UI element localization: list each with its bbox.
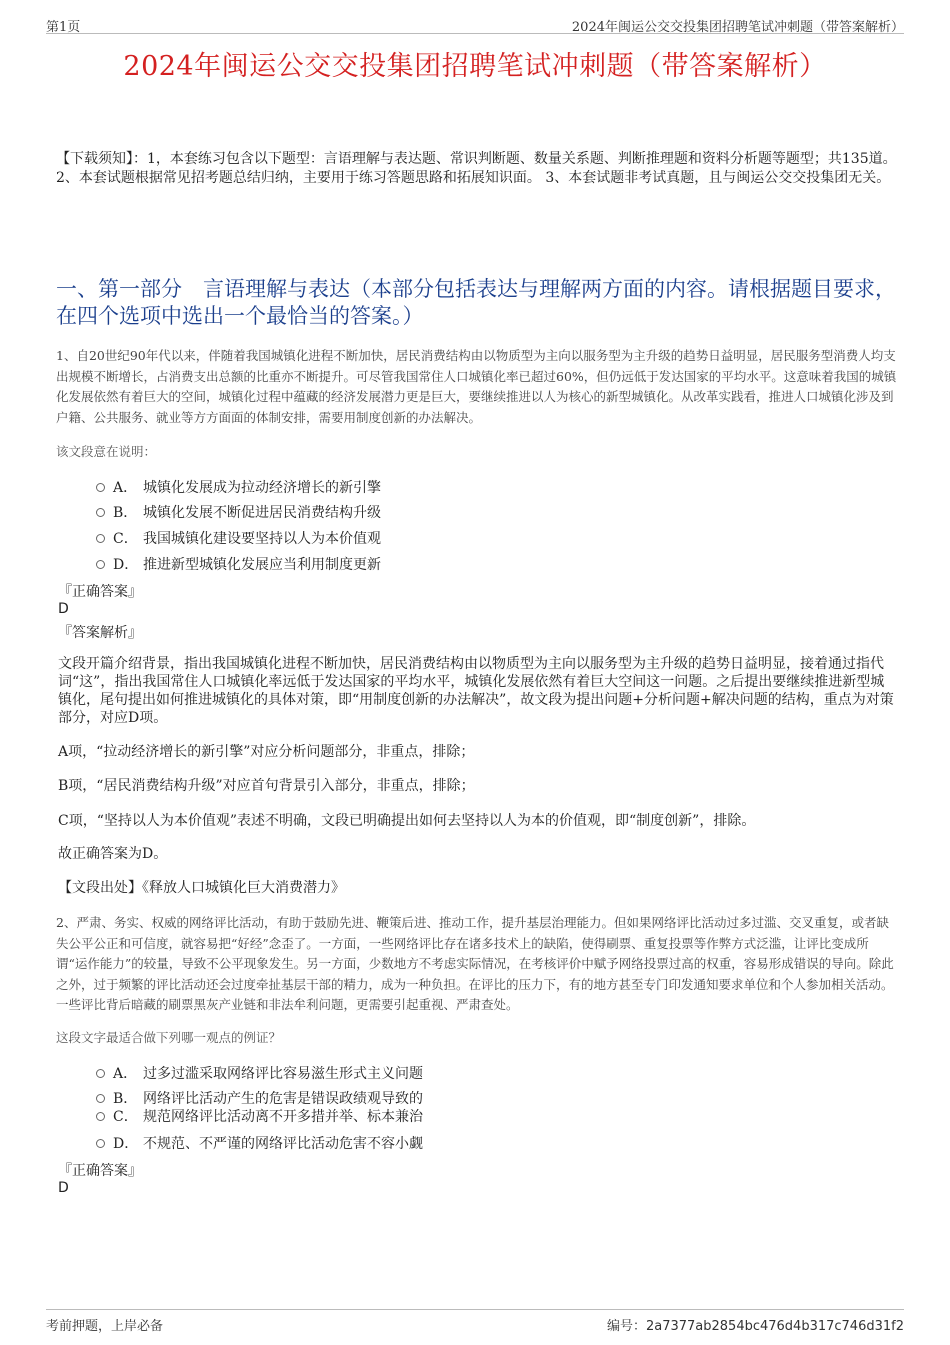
header-doc-title: 2024年闽运公交交投集团招聘笔试冲刺题（带答案解析） — [571, 20, 904, 35]
page-header — [46, 14, 904, 34]
radio-icon[interactable] — [96, 483, 105, 492]
question-2-option-b[interactable]: B． 网络评比活动产生的危害是错误政绩观导致的 — [96, 1088, 423, 1108]
question-1-option-c[interactable]: C． 我国城镇化建设要坚持以人为本价值观 — [96, 528, 381, 548]
question-1-analysis-c: C项，“坚持以人为本价值观”表述不明确，文段已明确提出如何去坚持以人为本的价值观，即“制度创新”，排除。 — [58, 813, 756, 829]
radio-icon[interactable] — [96, 1139, 105, 1148]
question-1-analysis-a: A项，“拉动经济增长的新引擎”对应分析问题部分，非重点，排除； — [58, 744, 475, 760]
question-2-answer-label: 『正确答案』 — [58, 1163, 142, 1179]
question-1-option-d[interactable]: D． 推进新型城镇化发展应当利用制度更新 — [96, 554, 381, 574]
question-2-option-a[interactable]: A． 过多过滥采取网络评比容易滋生形式主义问题 — [96, 1063, 423, 1083]
question-1-text: 1、自20世纪90年代以来，伴随着我国城镇化进程不断加快，居民消费结构由以物质型为主向以服务型为主升级的趋势日益明显，居民服务型消费人均支出规模不断增长，占消费支出总额的比重亦不断提升。可尽管我国常住人口城镇化率已超过60%，但仍远低于发达国家的平均水平。这意味着我国的城镇化发展依然有着巨大的空间，城镇化过程中蕴藏的经济发展潜力更是巨大，要继续推进以人为核心的新型城镇化。从改革实践看，推进人口城镇化涉及到户籍、公共服务、就业等方方面面的体制安排，需要用制度创新的办法解决。 — [56, 348, 897, 425]
page-number: 第1页 — [46, 20, 81, 35]
question-1-analysis-label: 『答案解析』 — [58, 625, 142, 641]
radio-icon[interactable] — [96, 534, 105, 543]
page-footer — [46, 1309, 904, 1339]
footer-code: 编号：2a7377ab2854bc476d4b317c746d31f2 — [606, 1319, 904, 1334]
question-1-option-a[interactable]: A． 城镇化发展成为拉动经济增长的新引擎 — [96, 477, 381, 497]
radio-icon[interactable] — [96, 1069, 105, 1078]
question-2-ask: 这段文字最适合做下列哪一观点的例证？ — [56, 1030, 282, 1045]
download-notice: 【下载须知】：1，本套练习包含以下题型：言语理解与表达题、常识判断题、数量关系题、判断推理题和资料分析题等题型；共135道。 2、本套试题根据常见招考题总结归纳，主要用于练习答题思路和拓展知识面。 3、本套试题非考试真题，且与闽运公交交投集团无关。 — [56, 151, 897, 186]
question-1-conclusion: 故正确答案为D。 — [58, 846, 168, 862]
footer-slogan: 考前押题，上岸必备 — [46, 1319, 164, 1334]
radio-icon[interactable] — [96, 508, 105, 517]
question-1-analysis-b: B项，“居民消费结构升级”对应首句背景引入部分，非重点，排除； — [58, 778, 475, 794]
question-1-ask: 该文段意在说明： — [56, 444, 157, 459]
question-2-option-d[interactable]: D． 不规范、不严谨的网络评比活动危害不容小觑 — [96, 1133, 423, 1153]
radio-icon[interactable] — [96, 1094, 105, 1103]
question-1-answer-label: 『正确答案』 — [58, 584, 142, 600]
question-1-answer: D — [58, 601, 69, 617]
question-2-option-c[interactable]: C． 规范网络评比活动离不开多措并举、标本兼治 — [96, 1106, 423, 1126]
radio-icon[interactable] — [96, 560, 105, 569]
document-title: 2024年闽运公交交投集团招聘笔试冲刺题（带答案解析） — [123, 51, 827, 82]
question-2-answer: D — [58, 1180, 69, 1196]
question-1-analysis-main: 文段开篇介绍背景，指出我国城镇化进程不断加快，居民消费结构由以物质型为主向以服务型为主升级的趋势日益明显，接着通过指代词“这”，指出我国常住人口城镇化率远低于发达国家的平均水平，城镇化发展依然有着巨大空间这一问题。之后提出要继续推进新型城镇化，尾句提出如何推进城镇化的具体对策，即“用制度创新的办法解决”，故文段为提出问题+分析问题+解决问题的结构，重点为对策部分，对应D项。 — [58, 656, 894, 726]
question-2-text: 2、严肃、务实、权威的网络评比活动，有助于鼓励先进、鞭策后进、推动工作，提升基层治理能力。但如果网络评比活动过多过滥、交叉重复，或者缺失公平公正和可信度，就容易把“好经”念歪了。一方面，一些网络评比存在诸多技术上的缺陷，使得刷票、重复投票等作弊方式泛滥，让评比变成所谓“运作能力”的较量，导致不公平现象发生。另一方面，少数地方不考虑实际情况，在考核评价中赋予网络投票过高的权重，容易形成错误的导向。除此之外，过于频繁的评比活动还会过度牵扯基层干部的精力，成为一种负担。在评比的压力下，有的地方甚至专门印发通知要求单位和个人参加相关活动。一些评比背后暗藏的刷票黑灰产业链和非法牟利问题，更需要引起重视、严肃查处。 — [56, 915, 894, 1012]
section-heading: 一、第一部分 言语理解与表达（本部分包括表达与理解两方面的内容。请根据题目要求，在四个选项中选出一个最恰当的答案。） — [56, 277, 896, 328]
question-1-source: 【文段出处】《释放人口城镇化巨大消费潜力》 — [58, 880, 345, 896]
question-1-option-b[interactable]: B． 城镇化发展不断促进居民消费结构升级 — [96, 502, 381, 522]
radio-icon[interactable] — [96, 1112, 105, 1121]
